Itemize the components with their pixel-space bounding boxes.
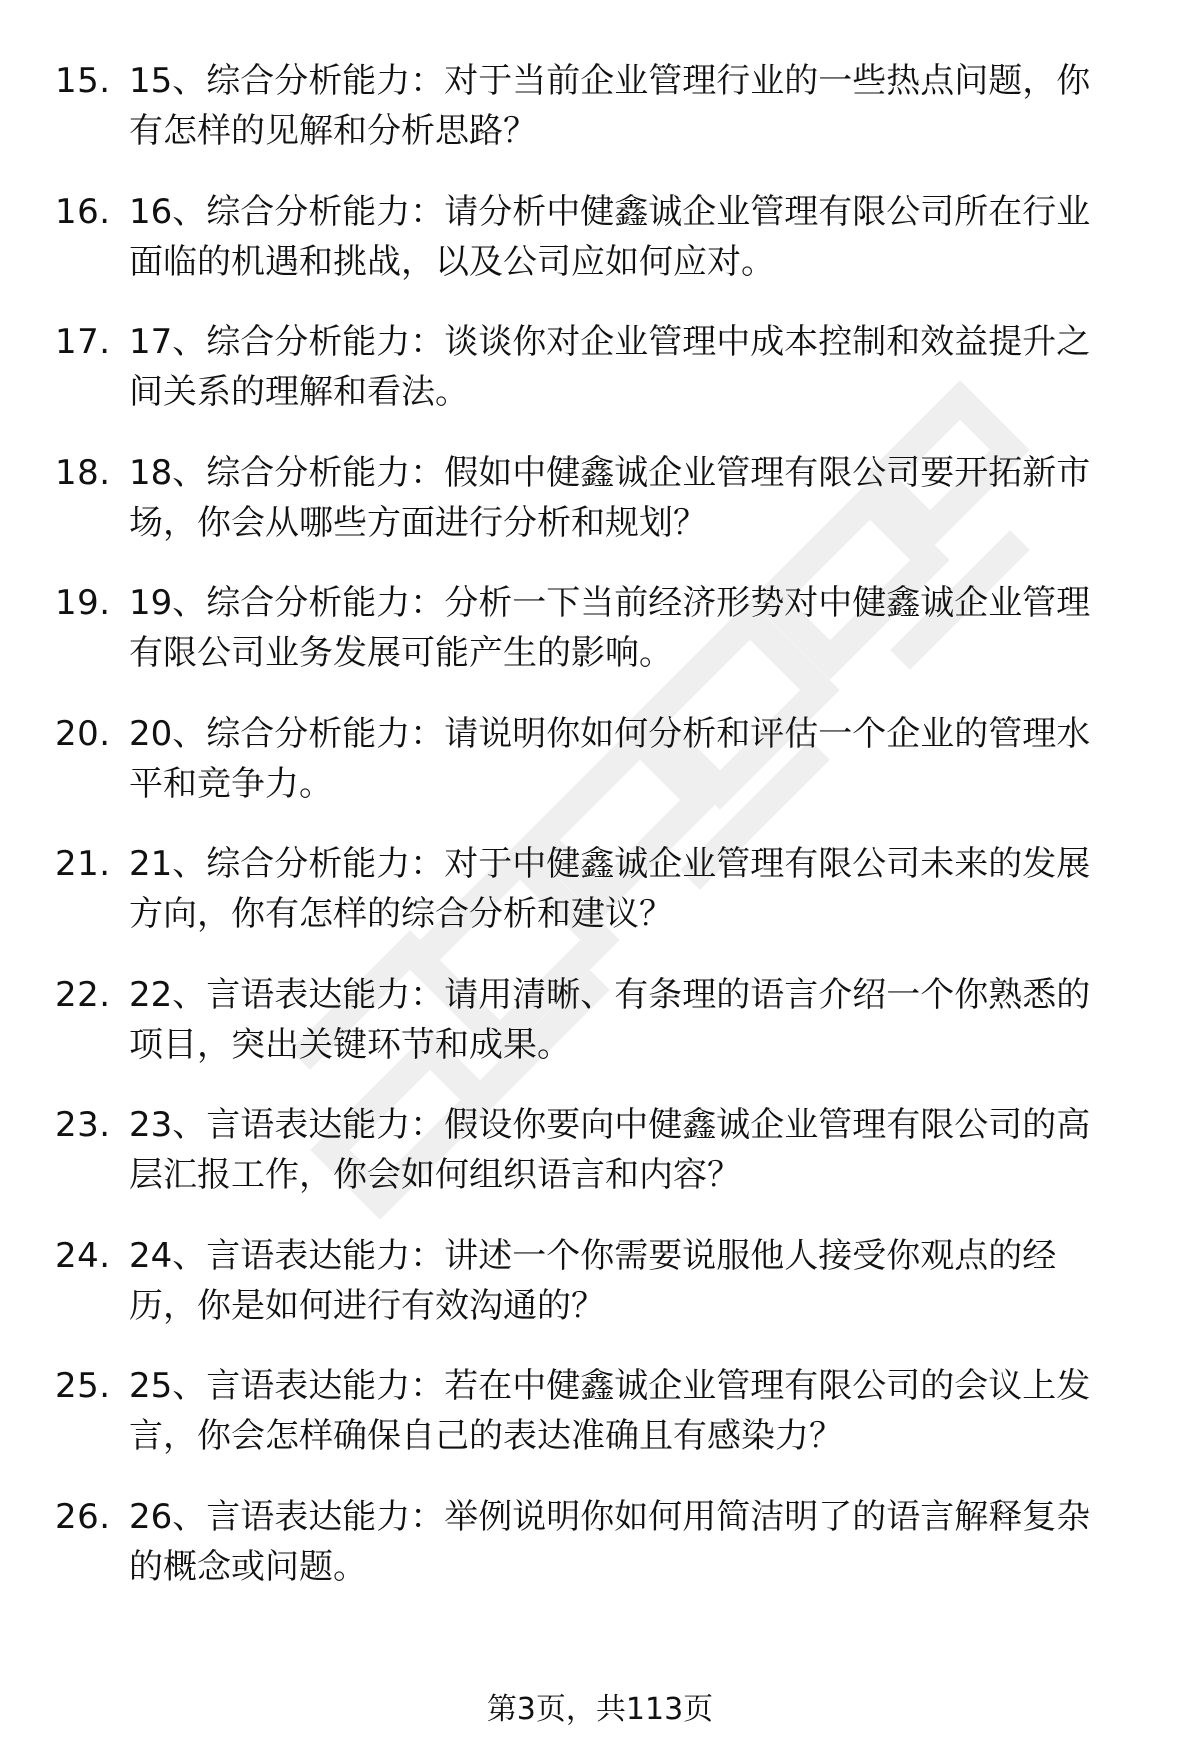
item-text: 23、言语表达能力：假设你要向中健鑫诚企业管理有限公司的高 层汇报工作，你会如何组织语言和内容？	[129, 1105, 1091, 1195]
page-number: 第3页，共113页	[486, 1692, 714, 1727]
list-item	[0, 1361, 1200, 1492]
list-item	[0, 578, 1200, 709]
item-text: 22、言语表达能力：请用清晰、有条理的语言介绍一个你熟悉的 项目，突出关键环节和成果。	[129, 974, 1091, 1065]
item-text: 20、综合分析能力：请说明你如何分析和评估一个企业的管理水 平和竞争力。	[129, 713, 1091, 804]
item-number: 16.	[55, 191, 111, 232]
list-item	[0, 1492, 1200, 1623]
item-number: 21.	[55, 844, 111, 884]
list-item	[0, 709, 1200, 840]
list-item	[0, 448, 1200, 579]
item-number: 15.	[55, 61, 111, 101]
list-item	[0, 839, 1200, 970]
item-number: 17.	[55, 322, 111, 362]
list-item	[0, 1100, 1200, 1231]
item-number: 19.	[55, 583, 111, 623]
list-item	[0, 187, 1200, 318]
item-number: 23.	[55, 1105, 111, 1145]
item-text: 21、综合分析能力：对于中健鑫诚企业管理有限公司未来的发展 方向，你有怎样的综合分析和建议？	[129, 844, 1091, 934]
item-text: 24、言语表达能力：讲述一个你需要说服他人接受你观点的经 历，你是如何进行有效沟通的？	[129, 1235, 1057, 1326]
item-text: 18、综合分析能力：假如中健鑫诚企业管理有限公司要开拓新市 场，你会从哪些方面进行分析和规划？	[129, 452, 1091, 543]
item-number: 20.	[55, 713, 111, 754]
item-text: 19、综合分析能力：分析一下当前经济形势对中健鑫诚企业管理 有限公司业务发展可能产生的影响。	[129, 583, 1091, 673]
item-number: 24.	[55, 1235, 111, 1276]
item-text: 26、言语表达能力：举例说明你如何用简洁明了的语言解释复杂 的概念或问题。	[129, 1496, 1091, 1587]
list-item	[0, 1231, 1200, 1362]
item-text: 16、综合分析能力：请分析中健鑫诚企业管理有限公司所在行业 面临的机遇和挑战，以及公司应如何应对。	[129, 191, 1091, 282]
item-text: 17、综合分析能力：谈谈你对企业管理中成本控制和效益提升之 间关系的理解和看法。	[129, 322, 1091, 412]
question-list	[0, 56, 1200, 1622]
item-text: 25、言语表达能力：若在中健鑫诚企业管理有限公司的会议上发 言，你会怎样确保自己的表达准确且有感染力？	[129, 1366, 1091, 1456]
item-number: 26.	[55, 1496, 111, 1537]
list-item	[0, 970, 1200, 1101]
list-item	[0, 56, 1200, 187]
item-number: 18.	[55, 452, 111, 493]
item-number: 25.	[55, 1366, 111, 1406]
item-text: 15、综合分析能力：对于当前企业管理行业的一些热点问题，你 有怎样的见解和分析思路？	[129, 61, 1091, 151]
list-item	[0, 317, 1200, 448]
item-number: 22.	[55, 974, 111, 1015]
